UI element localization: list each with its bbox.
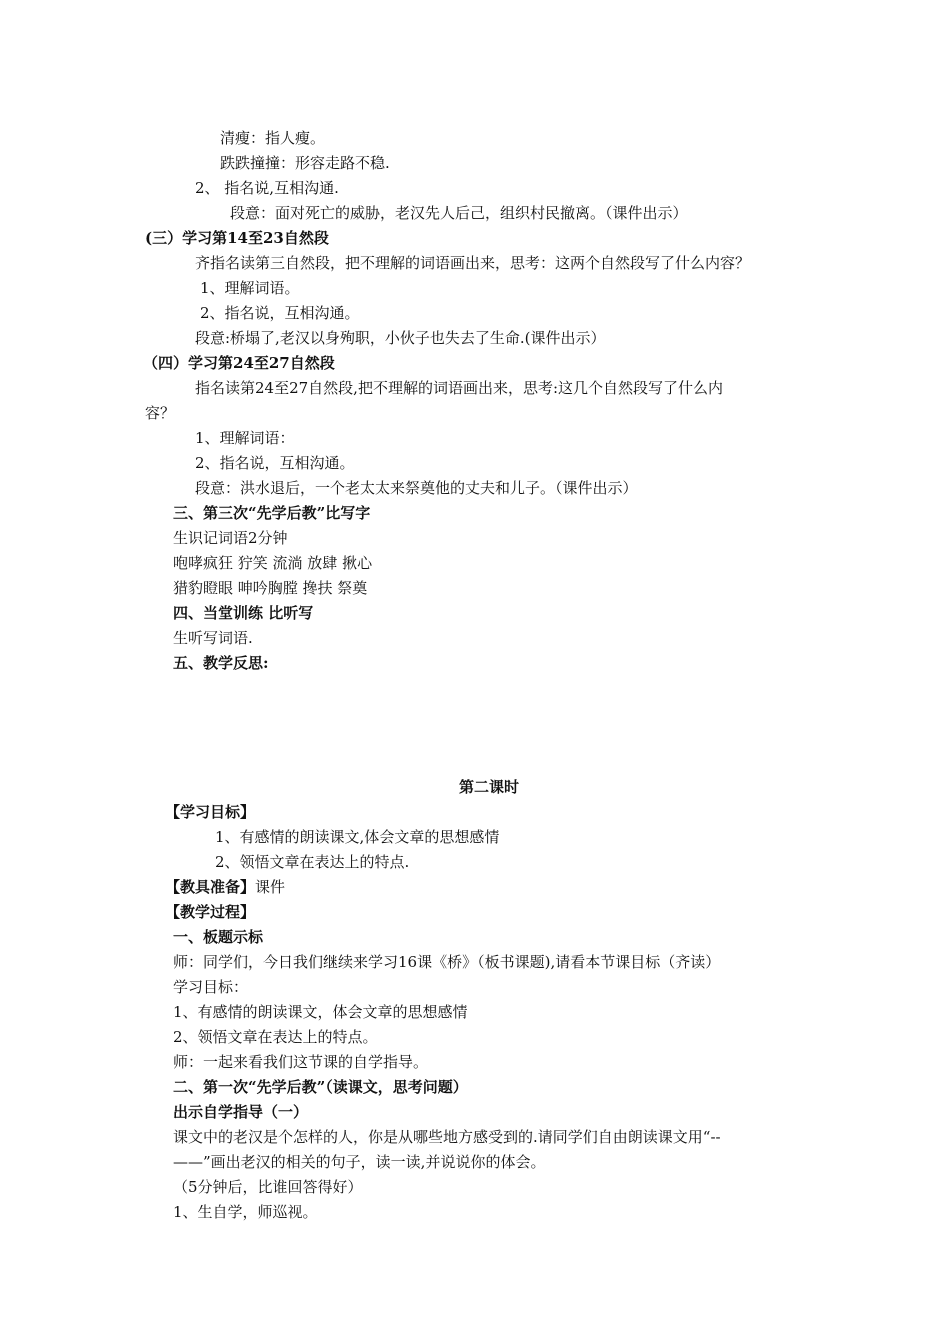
tools-header: 【教具准备】 [165, 878, 256, 896]
goal-header: 【学习目标】 [165, 803, 256, 821]
step-line: 1、理解词语。 [200, 279, 300, 297]
step-line: 2、 指名说,互相沟通. [195, 179, 339, 197]
text-line: （5分钟后，比谁回答得好） [173, 1178, 363, 1196]
definition-line: 清瘦：指人瘦。 [220, 129, 326, 147]
lesson-title: 第二课时 [458, 778, 519, 796]
goal-item: 1、有感情的朗读课文,体会文章的思想感情 [215, 828, 500, 846]
step-line: 2、指名说，互相沟通。 [200, 304, 360, 322]
section-heading: 一、板题示标 [173, 928, 264, 946]
tools-line [165, 877, 285, 897]
word-list: 猎豹瞪眼 呻吟胸膛 搀扶 祭奠 [173, 579, 368, 597]
section-heading: （四）学习第24至27自然段 [143, 354, 335, 372]
text-line: 容？ [145, 404, 176, 422]
text-line: 1、有感情的朗读课文，体会文章的思想感情 [173, 1003, 468, 1021]
text-line: 课文中的老汉是个怎样的人，你是从哪些地方感受到的.请同学们自由朗读课文用“-- [173, 1128, 721, 1146]
text-line: 生听写词语. [173, 629, 253, 647]
section-heading: 三、第三次“先学后教”比写字 [173, 504, 371, 522]
section-heading: 四、当堂训练 比听写 [173, 604, 314, 622]
section-heading: (三）学习第14至23自然段 [145, 229, 329, 247]
text-line: 学习目标： [173, 978, 249, 996]
word-list: 咆哮疯狂 狞笑 流淌 放肆 揪心 [173, 554, 373, 572]
paragraph-meaning: 段意:桥塌了,老汉以身殉职，小伙子也失去了生命.(课件出示） [195, 329, 606, 347]
paragraph-meaning: 段意：面对死亡的威胁，老汉先人后己，组织村民撤离。（课件出示） [230, 204, 688, 222]
section-heading: 二、第一次“先学后教”（读课文，思考问题） [173, 1078, 468, 1096]
text-line: 生识记词语2分钟 [173, 529, 288, 547]
text-line: 指名读第24至27自然段,把不理解的词语画出来，思考:这几个自然段写了什么内 [195, 379, 723, 397]
text-line: 师：一起来看我们这节课的自学指导。 [173, 1053, 429, 1071]
section-heading: 五、教学反思: [173, 654, 269, 672]
tools-value: 课件 [255, 878, 286, 896]
step-line: 2、指名说，互相沟通。 [195, 454, 355, 472]
process-header: 【教学过程】 [165, 903, 256, 921]
text-line: 1、生自学，师巡视。 [173, 1203, 318, 1221]
definition-line: 跌跌撞撞：形容走路不稳. [220, 154, 390, 172]
text-line: 2、领悟文章在表达上的特点。 [173, 1028, 378, 1046]
goal-item: 2、领悟文章在表达上的特点. [215, 853, 410, 871]
subsection-heading: 出示自学指导（一） [173, 1103, 309, 1121]
step-line: 1、理解词语： [195, 429, 295, 447]
text-line: ——”画出老汉的相关的句子，读一读,并说说你的体会。 [173, 1153, 546, 1171]
text-line: 齐指名读第三自然段，把不理解的词语画出来，思考：这两个自然段写了什么内容？ [195, 254, 751, 272]
paragraph-meaning: 段意：洪水退后，一个老太太来祭奠他的丈夫和儿子。（课件出示） [195, 479, 638, 497]
text-line: 师：同学们，今日我们继续来学习16课《桥》（板书课题),请看本节课目标（齐读） [173, 953, 721, 971]
